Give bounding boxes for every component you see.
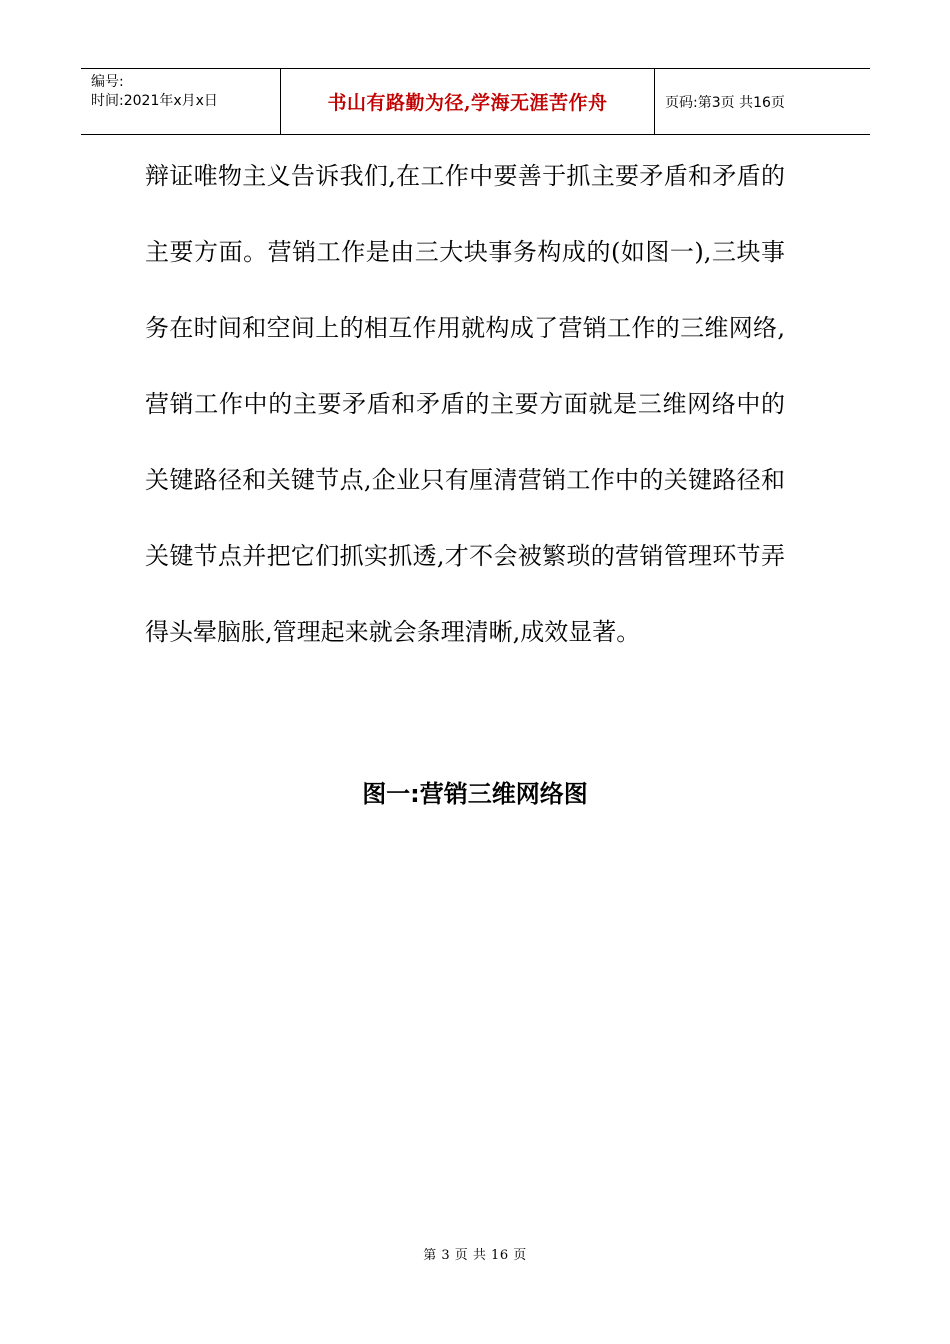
page-header (81, 68, 870, 135)
page-footer: 第 3 页 共 16 页 (423, 1248, 527, 1263)
header-page-info: 页码:第3页 共16页 (665, 94, 785, 111)
figure-title: 图一:营销三维网络图 (362, 780, 588, 808)
header-motto: 书山有路勤为径,学海无涯苦作舟 (281, 69, 655, 134)
document-number-label: 编号: (91, 74, 124, 90)
header-meta (81, 69, 281, 134)
body-paragraph: 辩证唯物主义告诉我们,在工作中要善于抓主要矛盾和矛盾的主要方面。营销工作是由三大块事务构成的(如图一),三块事务在时间和空间上的相互作用就构成了营销工作的三维网络,营销工作中的主要矛盾和矛盾的主要方面就是三维网络中的关键路径和关键节点,企业只有厘清营销工作中的关键路径和关键节点并把它们抓实抓透,才不会被繁琐的营销管理环节弄得头晕脑胀,管理起来就会条理清晰,成效显著。 (145, 162, 785, 646)
document-date: 时间:2021年x月x日 (91, 93, 218, 109)
